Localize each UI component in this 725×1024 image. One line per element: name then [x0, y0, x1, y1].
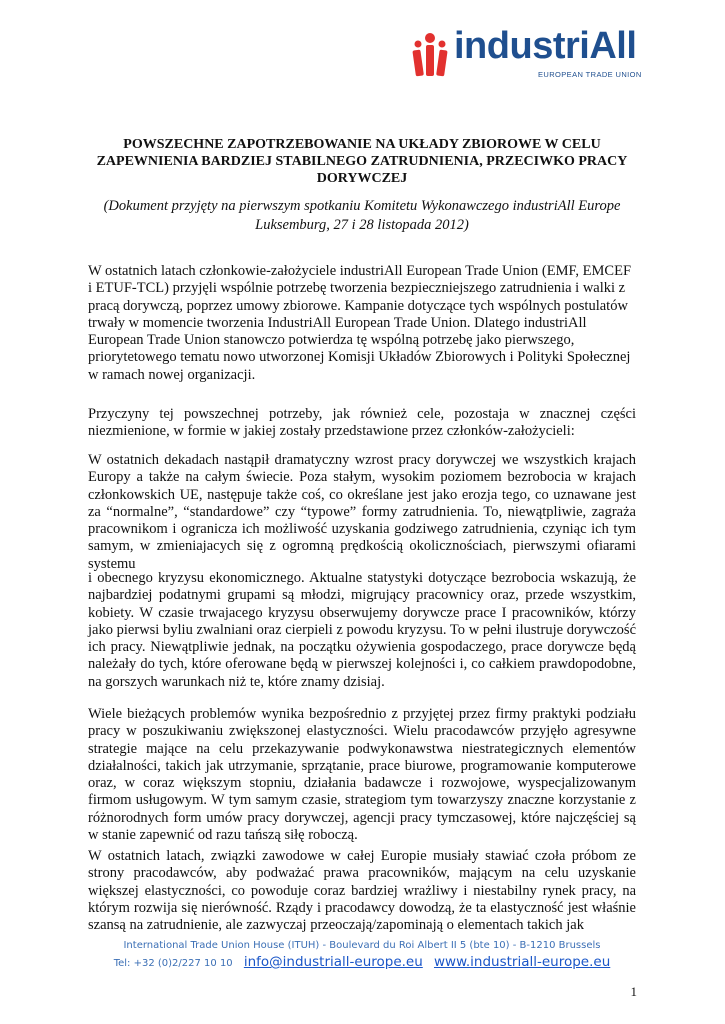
- industriall-logo: [410, 25, 642, 84]
- paragraph-3: W ostatnich dekadach nastąpił dramatyczny wzrost pracy dorywczej we wszystkich krajach Europy a także na całym świecie. Poza stałym, wysokim poziomem bezrobocia w krajach członkowskich UE, następuje także coś, co określane jest jako erozja tego, co uznawane jest za “normalne”, “standardowe” czy “typowe” formy zatrudnienia. To, niewątpliwie, zagraża pracownikom i ogranicza ich możliwość uzyskania godziwego zatrudnienia, czyniąc ich tym samym, w zmieniajacych się z ogromną prędkością okolicznościach, pierwszymi ofiarami systemu: [88, 452, 636, 572]
- paragraph-3-continued: i obecnego kryzysu ekonomicznego. Aktualne statystyki dotyczące bezrobocia wskazują, że najbardziej podatnymi grupami są młodzi, migrujący pracownicy oraz, przede wszystkim, kobiety. W czasie trwajacego kryzysu obserwujemy dorywcze prace I pracowników, którzy jako pierwsi byliu zwalniani oraz cierpieli z powodu kryzysu. To w pełni ilustruje dorywczość ich pracy. Niewątpliwie jednak, na początku ożywienia gospodaczego, prace dorywcze będą należały do tych, które oferowane będą w pierwszej kolejności i, co całkiem prawdopodobne, na gorszych warunkach niż te, które znamy dzisiaj.: [88, 570, 636, 690]
- document-title: POWSZECHNE ZAPOTRZEBOWANIE NA UKŁADY ZBIOROWE W CELU ZAPEWNIENIA BARDZIEJ STABILNEGO ZATRUDNIENIA, PRZECIWKO PRACY DORYWCZEJ: [96, 137, 628, 186]
- paragraph-5: W ostatnich latach, związki zawodowe w całej Europie musiały stawiać czoła próbom ze strony pracodawców, aby podważać prawa pracowników, mającym na celu uzyskanie większej elastyczności, co powoduje coraz bardziej wrażliwy i niestabilny rynek pracy, na którym rozwija się nierówność. Rządy i pracodawcy dowodzą, że ta elastyczność jest właśnie szansą na zatrudnienie, ale zazwyczaj przeoczają/zapominają o elementach takich jak: [88, 848, 636, 934]
- logo-subtitle: EUROPEAN TRADE UNION: [538, 70, 642, 79]
- document-subtitle: (Dokument przyjęty na pierwszym spotkaniu Komitetu Wykonawczego industriAll Europe Luksemburg, 27 i 28 listopada 2012): [103, 198, 621, 233]
- footer-tel: Tel: +32 (0)2/227 10 10: [113, 958, 233, 969]
- footer-contact: [88, 954, 636, 970]
- industriall-emblem-icon: [410, 32, 450, 78]
- page-number: 1: [630, 984, 637, 999]
- footer-website-link[interactable]: www.industriall-europe.eu: [433, 954, 611, 970]
- footer-address: International Trade Union House (ITUH) - Boulevard du Roi Albert II 5 (bte 10) - B-1210 Brussels: [123, 940, 601, 951]
- paragraph-2: Przyczyny tej powszechnej potrzeby, jak również cele, pozostaja w znacznej części niezmienione, w formie w jakiej zostały przedstawione przez członków-założycieli:: [88, 406, 636, 440]
- paragraph-1: W ostatnich latach członkowie-założyciele industriAll European Trade Union (EMF, EMCEF i ETUF-TCL) przyjęli wspólnie potrzebę tworzenia bezpieczniejszego zatrudnienia i walki z pracą dorywczą, poprzez umowy zbiorowe. Kampanie dotyczące tych wspólnych postulatów trwały w momencie tworzenia IndustriAll European Trade Union. Dlatego industriAll European Trade Union stanowczo potwierdza tę wspólną potrzebę jako pierwszego, priorytetowego tematu nowo utworzonej Komisji Układów Zbiorowych i Polityki Społecznej w ramach nowej organizacji.: [88, 263, 632, 383]
- footer-email-link[interactable]: info@industriall-europe.eu: [243, 954, 423, 970]
- paragraph-4: Wiele bieżących problemów wynika bezpośrednio z przyjętej przez firmy praktyki podziału pracy w poszukiwaniu zwiększonej elastyczności. Wielu pracodawców przyjęło agresywne strategie mające na celu przekazywanie podwykonawstwa niestrategicznych elementów działalności, takich jak utrzymanie, sprzątanie, prace biurowe, programowanie komputerowe oraz, w coraz większym stopniu, działania badawcze i rozwojowe, wyspecjalizowanym firmom usługowym. W tym samym czasie, strategiom tym towarzyszy znaczne korzystanie z różnorodnych form umów pracy dorywczej, agencji pracy tymczasowej, które najczęściej są w stanie zapewnić od razu tańszą siłę roboczą.: [88, 706, 636, 844]
- logo-wordmark: industriAll: [454, 25, 637, 67]
